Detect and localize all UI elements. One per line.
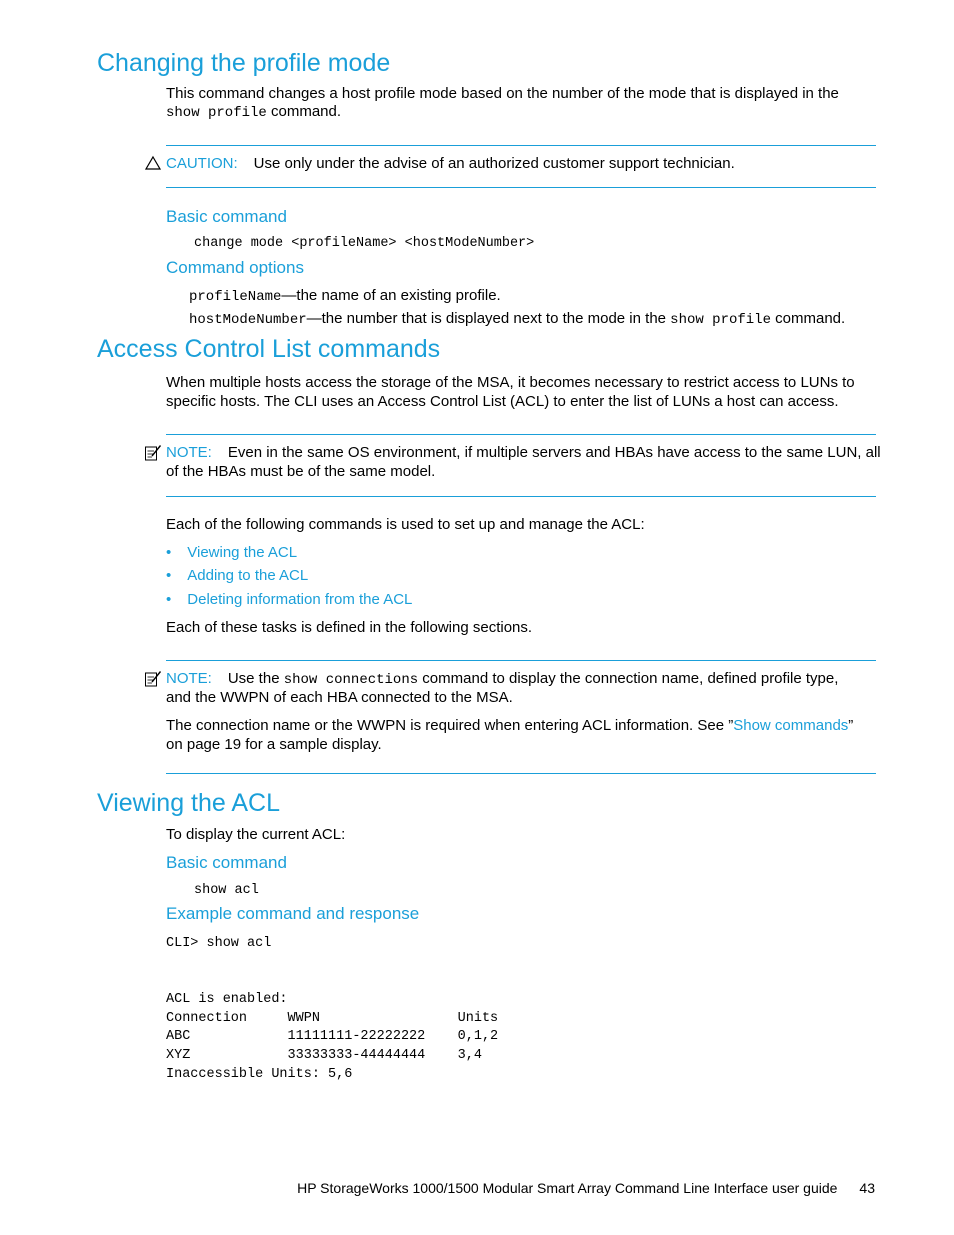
example-line: Inaccessible Units: 5,6 [166,1066,353,1082]
note2-text-b: command to display the connection name, defined profile type, [418,670,839,687]
option-desc-tail: command. [771,310,846,327]
subheading-basic-command: Basic command [166,207,287,226]
link-viewing-acl[interactable]: Viewing the ACL [187,544,298,561]
acl-list-intro: Each of the following commands is used to set up and manage the ACL: [166,516,645,533]
note2-para2-text: The connection name or the WWPN is required when entering ACL information. See ” [166,717,734,734]
link-deleting-acl[interactable]: Deleting information from the ACL [187,591,413,608]
viewing-acl-intro: To display the current ACL: [166,826,346,843]
example-line: XYZ 33333333-44444444 3,4 [166,1048,482,1064]
option-code: profileName [189,289,282,305]
page-number: 43 [859,1180,875,1196]
note1-bottom-rule [166,496,876,497]
list-item[interactable] [166,545,297,560]
caution-bottom-rule [166,187,876,188]
bullet-dot: • [166,544,172,561]
option-profile-name [189,288,501,304]
list-item[interactable] [166,592,412,607]
option-desc: —the name of an existing profile. [281,287,501,304]
caution-block [166,156,735,171]
caution-label: CAUTION: [166,155,238,172]
note1-line1 [166,445,881,460]
list-item[interactable] [166,568,308,583]
caution-triangle-icon [145,155,161,171]
example-line [166,954,498,973]
acl-intro-line1: When multiple hosts access the storage of the MSA, it becomes necessary to restrict access to LUNs to [166,374,855,391]
example-line: CLI> show acl [166,936,272,951]
note1-top-rule [166,434,876,435]
note-label: NOTE: [166,670,212,687]
option-code: hostModeNumber [189,312,307,328]
section-title-acl-commands: Access Control List commands [97,335,441,363]
section-title-changing-profile-mode: Changing the profile mode [97,49,391,77]
intro-tail: command. [266,103,342,120]
example-line: ABC 11111111-22222222 0,1,2 [166,1029,499,1045]
section1-intro-line1: This command changes a host profile mode based on the number of the mode that is displayed in the [166,85,839,102]
link-adding-acl[interactable]: Adding to the ACL [187,567,309,584]
caution-text: Use only under the advise of an authorized customer support technician. [253,155,735,172]
inline-code: show profile [166,105,267,121]
subheading-example: Example command and response [166,904,420,923]
link-show-commands[interactable]: Show commands [733,717,849,734]
option-desc: —the number that is displayed next to the mode in the [306,310,671,327]
note2-para2-line2: on page 19 for a sample display. [166,736,382,753]
note1-line2: of the HBAs must be of the same model. [166,463,436,480]
subheading-basic-command: Basic command [166,853,287,872]
basic-command-code: show acl [194,883,259,898]
example-line [166,972,498,991]
note2-para2-quote: ” [848,717,854,734]
example-output [166,935,498,1085]
example-line: Connection WWPN Units [166,1010,499,1026]
caution-top-rule [166,145,876,146]
basic-command-code: change mode <profileName> <hostModeNumber> [194,236,535,251]
section1-intro-line2 [166,104,341,120]
subheading-command-options: Command options [166,258,304,277]
inline-code: show profile [670,312,771,328]
note-label: NOTE: [166,444,212,461]
bullet-dot: • [166,567,172,584]
note2-line1 [166,671,838,687]
note2-top-rule [166,660,876,661]
note2-text-a: Use the [227,670,284,687]
footer-guide-title: HP StorageWorks 1000/1500 Modular Smart Array Command Line Interface user guide [297,1180,838,1196]
note2-bottom-rule [166,773,876,774]
note2-line2: and the WWPN of each HBA connected to the MSA. [166,689,513,706]
example-line: ACL is enabled: [166,992,288,1008]
note1-text: Even in the same OS environment, if multiple servers and HBAs have access to the same LUN, all [227,444,881,461]
section-title-viewing-acl: Viewing the ACL [97,789,280,817]
acl-list-outro: Each of these tasks is defined in the following sections. [166,619,533,636]
note-pencil-icon [144,444,162,462]
option-host-mode-number [189,311,845,327]
acl-intro-line2: specific hosts. The CLI uses an Access Control List (ACL) to enter the list of LUNs a host can access. [166,393,839,410]
bullet-dot: • [166,591,172,608]
page-footer [297,1181,875,1195]
note-pencil-icon [144,670,162,688]
inline-code: show connections [283,672,419,688]
note2-para2-line1 [166,718,853,733]
